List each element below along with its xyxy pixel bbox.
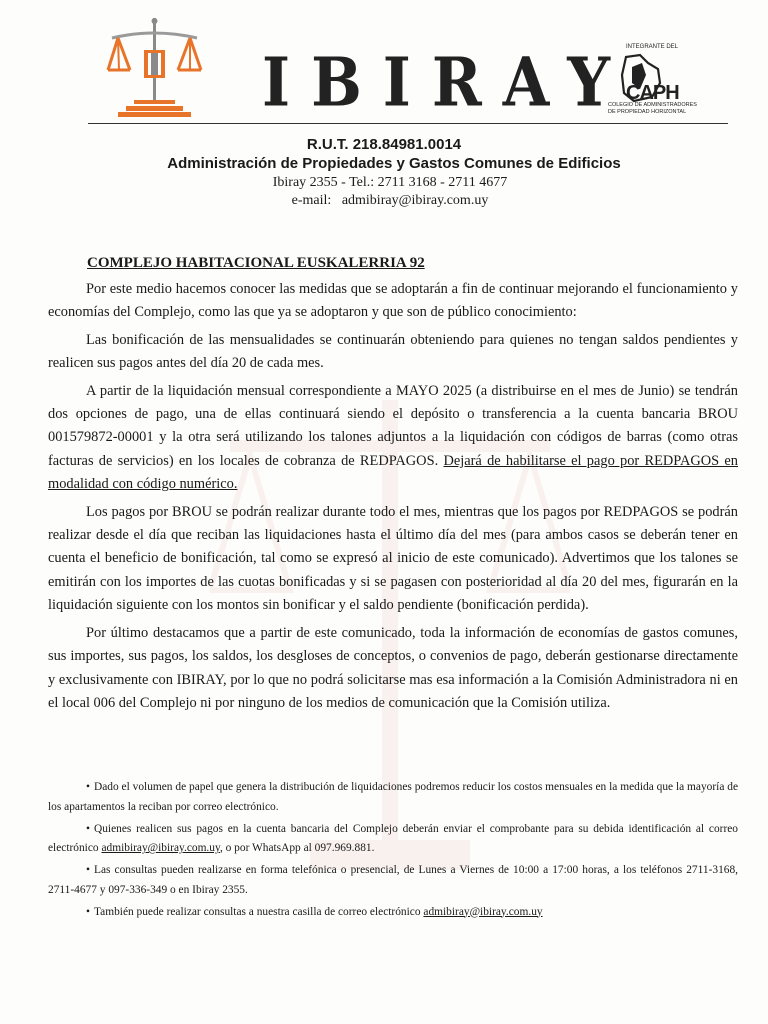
note-3: • Las consultas pueden realizarse en forma telefónica o presencial, de Lunes a Viernes de 10:00 a 17:00 horas, a los teléfonos 2711-3168, 2711-4677 y 097-336-349 o en Ibiray 2355. — [48, 861, 738, 900]
company-subtitle: Administración de Propiedades y Gastos Comunes de Edificios — [167, 155, 621, 172]
email-address[interactable]: admibiray@ibiray.com.uy — [341, 193, 489, 208]
caph-acronym: CAPH — [626, 82, 679, 103]
note-4-email-link[interactable]: admibiray@ibiray.com.uy — [423, 905, 543, 918]
caph-logo — [626, 79, 686, 103]
note-1: • Dado el volumen de papel que genera la distribución de liquidaciones podremos reducir los costos mensuales en la medida que la mayoría de los apartamentos la reciban por correo electrónico. — [48, 778, 738, 817]
rut-number: R.U.T. 218.84981.0014 — [306, 136, 462, 153]
company-address: Ibiray 2355 - Tel.: 2711 3168 - 2711 4677 — [272, 175, 508, 190]
email-label: e-mail: — [291, 193, 332, 208]
paragraph-3-text: A partir de la liquidación mensual correspondiente a MAYO 2025 (a distribuirse en el mes de Junio) se tendrán dos opciones de pago, una de ellas continuará siendo el depósito o transferencia a la cuenta bancaria BROU 001579872-00001 y la otra será utilizando los talones adjuntos a la liquidación con códigos de barras (como otras facturas de servicios) en los locales de cobranza de REDPAGOS. — [48, 382, 738, 469]
paragraph-3 — [48, 380, 738, 497]
note-2-email-link[interactable]: admibiray@ibiray.com.uy — [101, 842, 220, 854]
brand-name: IBIRAY — [262, 44, 632, 123]
paragraph-3-underlined: Dejará de habilitarse el pago por REDPAGOS en modalidad con código numérico. — [48, 452, 738, 493]
caph-line1: COLEGIO DE ADMINISTRADORES — [608, 102, 697, 108]
paragraph-1: Por este medio hacemos conocer las medidas que se adoptarán a fin de continuar mejorando el funcionamiento y economías del Complejo, como las que ya se adoptaron y que son de público conocimiento: — [48, 281, 738, 321]
caph-line2: DE PROPIEDAD HORIZONTAL — [608, 109, 687, 115]
note-2-text: Quienes realicen sus pagos en la cuenta bancaria del Complejo deberán enviar el comprobante para su debida identificación al correo electrónico — [48, 822, 738, 854]
company-email-line — [0, 193, 768, 209]
paragraph-4: Los pagos por BROU se podrán realizar durante todo el mes, mientras que los pagos por REDPAGOS se podrán realizar desde el día que reciban las liquidaciones hasta el último día del mes (para ambos casos se deberán tener en cuenta el beneficio de bonificación, tal como se expresó al inicio de este comunicado). Advertimos que los talones se emitirán con los importes de las cuotas bonificadas y si se pagasen con posterioridad al día 20 del mes, figurarán en la liquidación siguiente con los montos sin bonificar y el saldo pendiente (bonificación perdida). — [48, 503, 738, 614]
document-body — [48, 278, 738, 719]
scales-logo-icon — [104, 14, 204, 118]
paragraph-2: Las bonificación de las mensualidades se continuarán obteniendo para quienes no tengan saldos pendientes y realicen sus pagos antes del día 20 de cada mes. — [48, 331, 738, 372]
paragraph-5: Por último destacamos que a partir de este comunicado, toda la información de economías de gastos comunes, sus importes, sus pagos, los saldos, los desgloses de conceptos, o convenios de pago, deberán gestionarse directamente y exclusivamente con IBIRAY, por lo que no podrá solicitarse mas esa información a la Comisión Administradora ni en el local 006 del Complejo ni por ninguno de los medios de comunicación que la Comisión utiliza. — [48, 624, 738, 711]
caph-description — [608, 102, 697, 116]
note-4-text: También puede realizar consultas a nuestra casilla de correo electrónico — [94, 905, 421, 918]
header-rule — [88, 123, 728, 124]
note-4 — [48, 903, 738, 923]
notes-list — [48, 778, 738, 925]
document-heading: COMPLEJO HABITACIONAL EUSKALERRIA 92 — [87, 255, 425, 271]
note-2 — [48, 820, 738, 859]
note-2-tail: , o por WhatsApp al 097.969.881. — [219, 842, 375, 854]
caph-top-label: INTEGRANTE DEL — [626, 44, 679, 50]
caph-badge — [606, 44, 716, 124]
